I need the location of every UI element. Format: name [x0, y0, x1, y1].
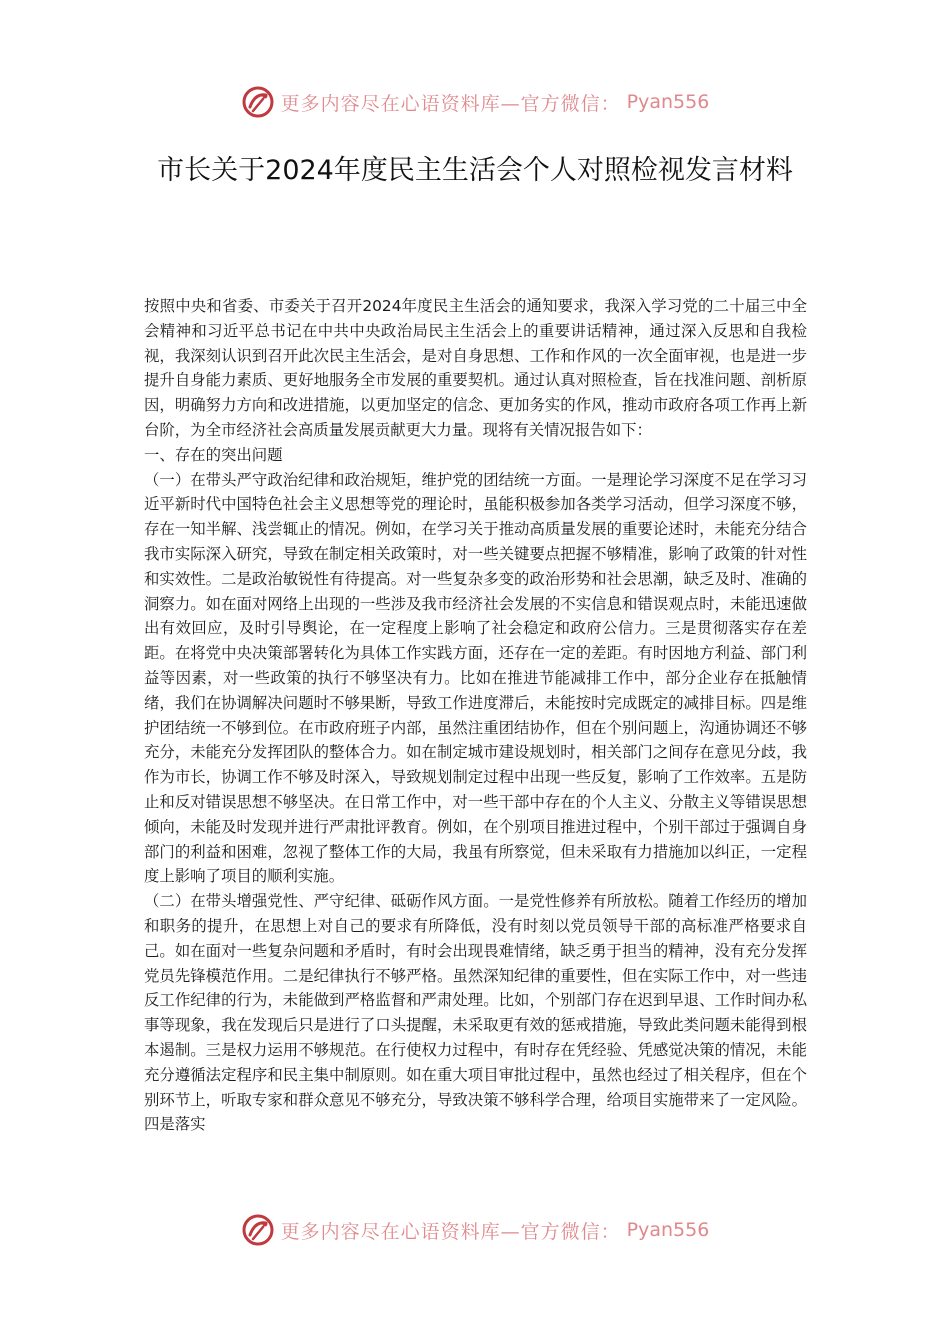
header-wechat-id: Pyan556: [626, 91, 710, 113]
intro-paragraph: 按照中央和省委、市委关于召开2024年度民主生活会的通知要求，我深入学习党的二十届三中全会精神和习近平总书记在中共中央政治局民主生活会上的重要讲话精神，通过深入反思和自我检视，我深刻认识到召开此次民主生活会，是对自身思想、工作和作风的一次全面审视，也是进一步提升自身能力素质、更好地服务全市发展的重要契机。通过认真对照检查，旨在找准问题、剖析原因，明确努力方向和改进措施，以更加坚定的信念、更加务实的作风，推动市政府各项工作再上新台阶，为全市经济社会高质量发展贡献更大力量。现将有关情况报告如下：: [144, 297, 807, 439]
header-banner-text: 更多内容尽在心语资料库—官方微信：: [280, 92, 621, 115]
document-body: [144, 294, 807, 1137]
header-watermark-banner: [0, 82, 950, 122]
footer-wechat-id: Pyan556: [626, 1219, 710, 1241]
document-title: 市长关于2024年度民主生活会个人对照检视发言材料: [157, 155, 793, 186]
brand-logo-icon: [241, 1213, 275, 1247]
section-heading: 一、存在的突出问题: [144, 445, 283, 464]
footer-banner-text: 更多内容尽在心语资料库—官方微信：: [280, 1220, 621, 1243]
brand-logo-icon: [241, 85, 275, 119]
body-paragraph-1: （一）在带头严守政治纪律和政治规矩，维护党的团结统一方面。一是理论学习深度不足在学习习近平新时代中国特色社会主义思想等党的理论时，虽能积极参加各类学习活动，但学习深度不够，存在一知半解、浅尝辄止的情况。例如，在学习关于推动高质量发展的重要论述时，未能充分结合我市实际深入研究，导致在制定相关政策时，对一些关键要点把握不够精准，影响了政策的针对性和实效性。二是政治敏锐性有待提高。对一些复杂多变的政治形势和社会思潮，缺乏及时、准确的洞察力。如在面对网络上出现的一些涉及我市经济社会发展的不实信息和错误观点时，未能迅速做出有效回应，及时引导舆论，在一定程度上影响了社会稳定和政府公信力。三是贯彻落实存在差距。在将党中央决策部署转化为具体工作实践方面，还存在一定的差距。有时因地方利益、部门利益等因素，对一些政策的执行不够坚决有力。比如在推进节能减排工作中，部分企业存在抵触情绪，我们在协调解决问题时不够果断，导致工作进度滞后，未能按时完成既定的减排目标。四是维护团结统一不够到位。在市政府班子内部，虽然注重团结协作，但在个别问题上，沟通协调还不够充分，未能充分发挥团队的整体合力。如在制定城市建设规划时，相关部门之间存在意见分歧，我作为市长，协调工作不够及时深入，导致规划制定过程中出现一些反复，影响了工作效率。五是防止和反对错误思想不够坚决。在日常工作中，对一些干部中存在的个人主义、分散主义等错误思想倾向，未能及时发现并进行严肃批评教育。例如，在个别项目推进过程中，个别干部过于强调自身部门的利益和困难，忽视了整体工作的大局，我虽有所察觉，但未采取有力措施加以纠正，一定程度上影响了项目的顺利实施。: [144, 470, 807, 886]
body-paragraph-2: （二）在带头增强党性、严守纪律、砥砺作风方面。一是党性修养有所放松。随着工作经历的增加和职务的提升，在思想上对自己的要求有所降低，没有时刻以党员领导干部的高标准严格要求自己。如在面对一些复杂问题和矛盾时，有时会出现畏难情绪，缺乏勇于担当的精神，没有充分发挥党员先锋模范作用。二是纪律执行不够严格。虽然深知纪律的重要性，但在实际工作中，对一些违反工作纪律的行为，未能做到严格监督和严肃处理。比如，个别部门存在迟到早退、工作时间办私事等现象，我在发现后只是进行了口头提醒，未采取更有效的惩戒措施，导致此类问题未能得到根本遏制。三是权力运用不够规范。在行使权力过程中，有时存在凭经验、凭感觉决策的情况，未能充分遵循法定程序和民主集中制原则。如在重大项目审批过程中，虽然也经过了相关程序，但在个别环节上，听取专家和群众意见不够充分，导致决策不够科学合理，给项目实施带来了一定风险。四是落实: [144, 892, 807, 1134]
footer-watermark-banner: [0, 1210, 950, 1250]
